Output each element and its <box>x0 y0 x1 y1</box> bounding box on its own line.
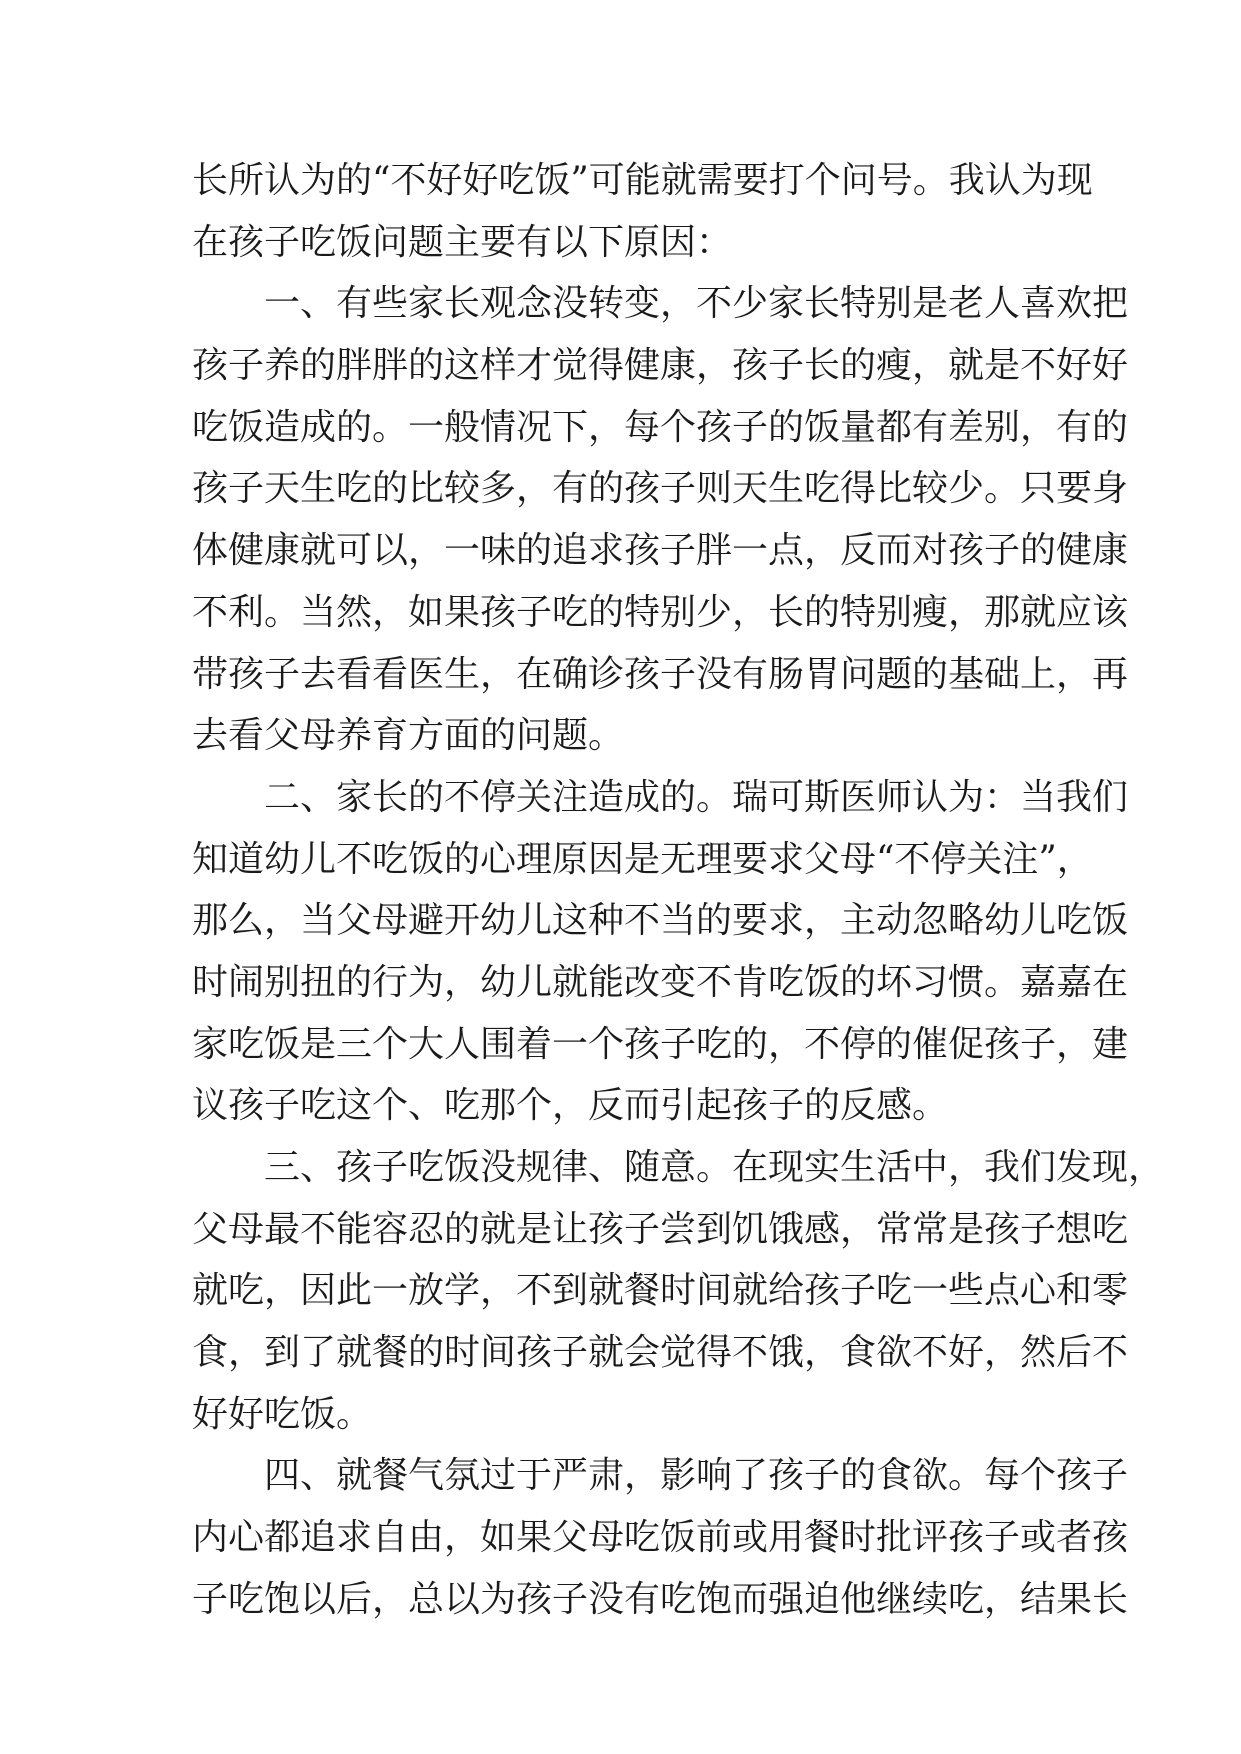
text-line: 四、就餐气氛过于严肃，影响了孩子的食欲。每个孩子 <box>264 1455 1129 1497</box>
text-line: 去看父母养育方面的问题。 <box>192 715 625 757</box>
text-line: 带孩子去看看医生，在确诊孩子没有肠胃问题的基础上，再 <box>192 653 1129 695</box>
text-line: 就吃，因此一放学，不到就餐时间就给孩子吃一些点心和零 <box>192 1270 1129 1312</box>
text-line: 不利。当然，如果孩子吃的特别少，长的特别瘦，那就应该 <box>192 591 1129 633</box>
text-line: 那么，当父母避开幼儿这种不当的要求，主动忽略幼儿吃饭 <box>192 900 1129 942</box>
text-line: 子吃饱以后，总以为孩子没有吃饱而强迫他继续吃，结果长 <box>192 1578 1129 1620</box>
text-line: 体健康就可以，一味的追求孩子胖一点，反而对孩子的健康 <box>192 530 1129 572</box>
text-line: 长所认为的“不好好吃饭”可能就需要打个问号。我认为现 <box>192 160 1093 201</box>
text-line: 三、孩子吃饭没规律、随意。在现实生活中，我们发现， <box>264 1147 1165 1188</box>
text-line: 议孩子吃这个、吃那个，反而引起孩子的反感。 <box>192 1085 949 1127</box>
body-text <box>192 150 1165 1631</box>
text-line: 内心都追求自由，如果父母吃饭前或用餐时批评孩子或者孩 <box>192 1517 1129 1559</box>
text-line: 时闹别扭的行为，幼儿就能改变不肯吃饭的坏习惯。嘉嘉在 <box>192 961 1129 1003</box>
text-line: 在孩子吃饭问题主要有以下原因： <box>192 221 733 263</box>
text-line: 孩子天生吃的比较多，有的孩子则天生吃得比较少。只要身 <box>192 468 1129 510</box>
text-line: 食，到了就餐的时间孩子就会觉得不饿，食欲不好，然后不 <box>192 1332 1129 1374</box>
text-line: 父母最不能容忍的就是让孩子尝到饥饿感，常常是孩子想吃 <box>192 1208 1129 1250</box>
text-line: 吃饭造成的。一般情况下，每个孩子的饭量都有差别，有的 <box>192 406 1129 448</box>
text-line: 二、家长的不停关注造成的。瑞可斯医师认为：当我们 <box>264 776 1129 818</box>
text-line: 知道幼儿不吃饭的心理原因是无理要求父母“不停关注”， <box>192 838 1093 880</box>
text-line: 孩子养的胖胖的这样才觉得健康，孩子长的瘦，就是不好好 <box>192 345 1129 387</box>
text-line: 好好吃饭。 <box>192 1393 373 1435</box>
text-line: 家吃饭是三个大人围着一个孩子吃的，不停的催促孩子，建 <box>192 1023 1129 1065</box>
text-line: 一、有些家长观念没转变，不少家长特别是老人喜欢把 <box>264 283 1129 325</box>
